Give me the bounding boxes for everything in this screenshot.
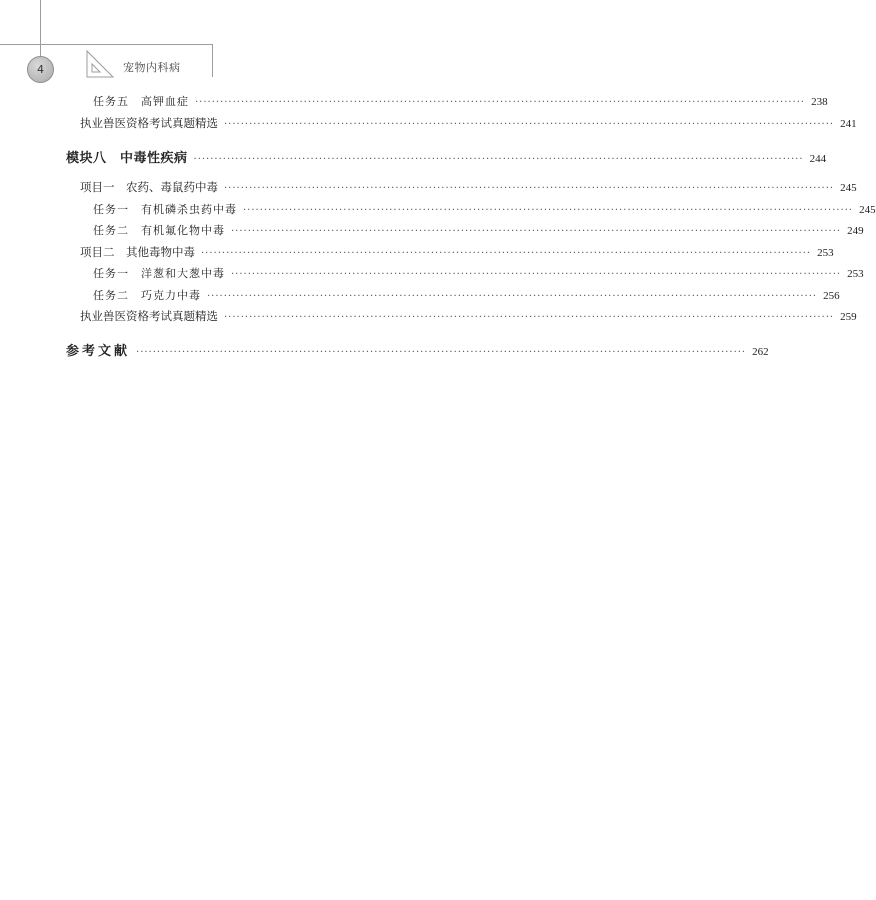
toc-leader-dots: ··················································································································································: [195, 97, 806, 108]
toc-leader-dots: ··················································································································································: [224, 119, 835, 130]
toc-references-entry[interactable]: [66, 340, 769, 359]
toc-leader-dots: ··················································································································································: [224, 312, 835, 323]
toc-leader-dots: ··················································································································································: [224, 183, 835, 194]
header-vertical-rule: [40, 0, 41, 57]
toc-entry-label: 任务五 高钾血症: [93, 95, 189, 108]
header-right-rule: [212, 44, 213, 77]
toc-entry[interactable]: [93, 201, 876, 217]
triangle-ruler-icon: [86, 50, 114, 78]
toc-entry-label: 项目一 农药、毒鼠药中毒: [80, 180, 218, 194]
toc-entry-label: 执业兽医资格考试真题精选: [80, 309, 218, 323]
toc-entry-label: 任务二 有机氟化物中毒: [93, 224, 225, 237]
toc-entry[interactable]: [80, 115, 857, 131]
toc-entry[interactable]: [80, 308, 857, 324]
page-number-badge: [27, 56, 54, 83]
toc-entry-label: 任务一 洋葱和大葱中毒: [93, 267, 225, 280]
page-number: 4: [37, 63, 44, 76]
toc-entry-label: 项目二 其他毒物中毒: [80, 245, 195, 259]
toc-module-entry[interactable]: [66, 147, 827, 166]
toc-entry-page: 256: [823, 290, 840, 302]
toc-entry[interactable]: [93, 93, 828, 109]
toc-entry-page: 259: [840, 311, 857, 323]
toc-entry-page: 249: [847, 225, 864, 237]
toc-leader-dots: ··················································································································································: [136, 347, 747, 358]
toc-entry-label: 模块八 中毒性疾病: [66, 151, 188, 166]
toc-entry-page: 245: [840, 182, 857, 194]
toc-leader-dots: ··················································································································································: [231, 269, 842, 280]
toc-entry-page: 253: [817, 247, 834, 259]
toc-leader-dots: ··················································································································································: [243, 205, 854, 216]
toc-entry-label: 任务二 巧克力中毒: [93, 289, 201, 302]
book-title: 宠物内科病: [123, 61, 181, 74]
toc-entry-label: 任务一 有机磷杀虫药中毒: [93, 203, 237, 216]
toc-entry-label: 参考文献: [66, 344, 131, 359]
toc-leader-dots: ··················································································································································: [201, 248, 812, 259]
toc-entry-page: 245: [859, 204, 876, 216]
toc-entry[interactable]: [80, 244, 834, 260]
toc-leader-dots: ··················································································································································: [231, 226, 842, 237]
toc-entry-page: 244: [809, 153, 827, 165]
toc-entry[interactable]: [93, 265, 864, 281]
toc-entry[interactable]: [80, 179, 857, 195]
toc-entry-page: 253: [847, 268, 864, 280]
toc-leader-dots: ··················································································································································: [193, 154, 804, 165]
toc-entry[interactable]: [93, 222, 864, 238]
toc-entry-label: 执业兽医资格考试真题精选: [80, 116, 218, 130]
toc-leader-dots: ··················································································································································: [207, 291, 818, 302]
header-horizontal-rule: [0, 44, 213, 45]
toc-entry-page: 238: [811, 96, 828, 108]
toc-entry[interactable]: [93, 287, 840, 303]
toc-entry-page: 241: [840, 118, 857, 130]
toc-entry-page: 262: [752, 346, 769, 358]
